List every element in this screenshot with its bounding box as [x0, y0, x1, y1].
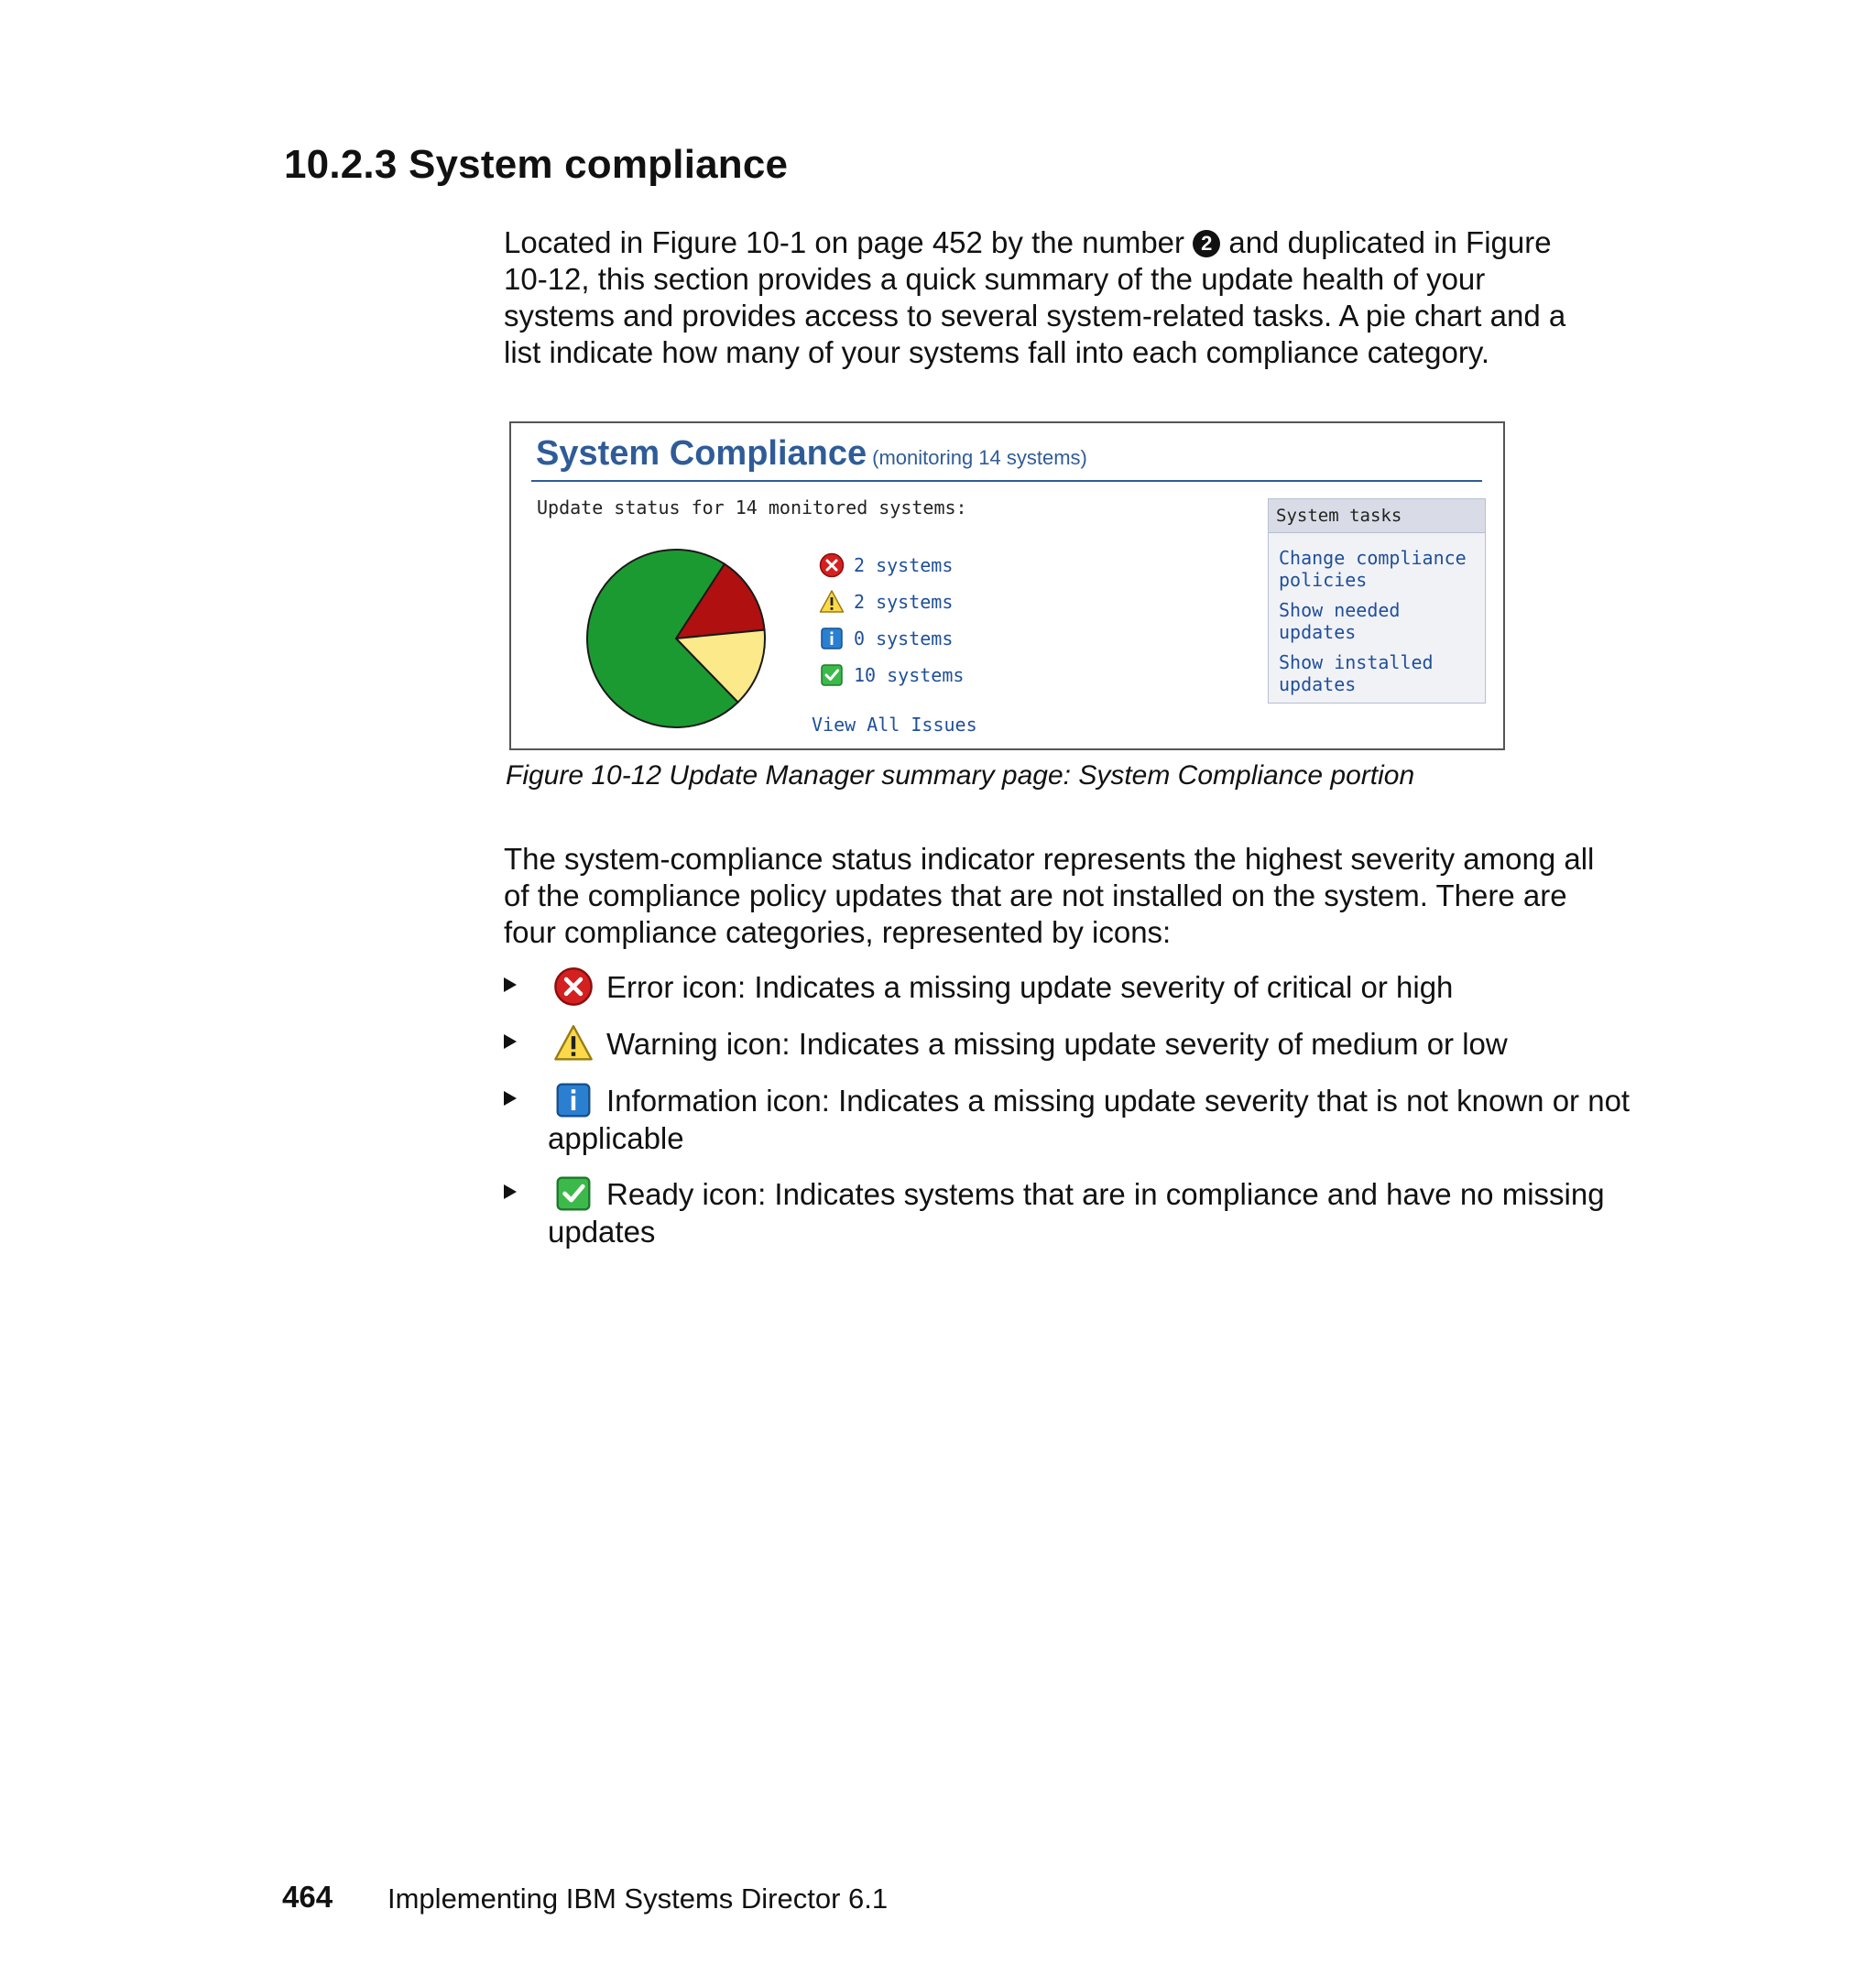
show-needed-updates-link[interactable]: Show needed updates [1279, 599, 1401, 643]
panel-title-text: System Compliance [536, 434, 867, 473]
bullet-triangle-icon [504, 1091, 517, 1106]
bullet-information [504, 1080, 1649, 1157]
system-tasks-title: System tasks [1269, 499, 1485, 533]
system-tasks-panel [1268, 498, 1486, 704]
show-installed-updates-link[interactable]: Show installed updates [1279, 651, 1434, 695]
bullet-triangle-icon [504, 1184, 517, 1199]
warning-icon [553, 1023, 594, 1064]
ready-icon [819, 662, 845, 688]
bullet-ready-text: Ready icon: Indicates systems that are in compliance and have no missing updates [548, 1177, 1605, 1249]
bullet-warning [504, 1023, 1649, 1064]
system-compliance-panel [509, 421, 1505, 750]
panel-title [536, 434, 1087, 474]
intro-text-2: and duplicated in Figure 10-12, this section provides a quick summary of the update health of your systems and provides access to several system-related tasks. A pie chart and a list indicate how many of your systems fall into each compliance category. [504, 225, 1566, 369]
icon-bullet-list [504, 966, 1649, 1267]
error-icon [553, 966, 594, 1007]
section-heading: 10.2.3 System compliance [284, 142, 789, 187]
bullet-error [504, 966, 1649, 1007]
ready-icon [553, 1173, 594, 1214]
compliance-pie-chart [580, 542, 772, 735]
bullet-error-text: Error icon: Indicates a missing update severity of critical or high [606, 970, 1454, 1004]
legend-error[interactable] [819, 552, 953, 578]
legend-warning-label: 2 systems [854, 591, 954, 613]
warning-icon [819, 589, 845, 615]
status-intro: Update status for 14 monitored systems: [537, 496, 967, 518]
page-number: 464 [282, 1880, 333, 1914]
legend-information[interactable] [819, 626, 953, 651]
information-icon [553, 1080, 594, 1120]
information-icon [819, 626, 845, 651]
intro-paragraph [504, 224, 1603, 371]
book-title: Implementing IBM Systems Director 6.1 [387, 1882, 889, 1915]
panel-subtitle: (monitoring 14 systems) [872, 446, 1087, 469]
legend-error-label: 2 systems [854, 554, 954, 576]
figure-caption: Figure 10-12 Update Manager summary page: System Compliance portion [506, 760, 1415, 791]
bullet-ready [504, 1173, 1649, 1250]
legend-warning[interactable] [819, 589, 953, 615]
legend-ready-label: 10 systems [854, 664, 965, 686]
bullet-information-text: Information icon: Indicates a missing update severity that is not known or not applicable [548, 1084, 1631, 1155]
title-divider [531, 480, 1482, 482]
intro-text-1: Located in Figure 10-1 on page 452 by the number [504, 225, 1194, 259]
legend-information-label: 0 systems [854, 627, 954, 649]
bullet-triangle-icon [504, 1034, 517, 1049]
bullet-warning-text: Warning icon: Indicates a missing update severity of medium or low [606, 1027, 1508, 1061]
error-icon [819, 552, 845, 578]
change-compliance-policies-link[interactable]: Change compliance policies [1279, 547, 1467, 591]
bullet-triangle-icon [504, 977, 517, 992]
body-paragraph: The system-compliance status indicator represents the highest severity among all of the compliance policy updates that are not installed on the system. There are four compliance categories, represented by icons: [504, 842, 1595, 949]
callout-number-2: 2 [1193, 230, 1220, 257]
legend-ready[interactable] [819, 662, 964, 688]
view-all-issues-link[interactable]: View All Issues [812, 714, 977, 736]
